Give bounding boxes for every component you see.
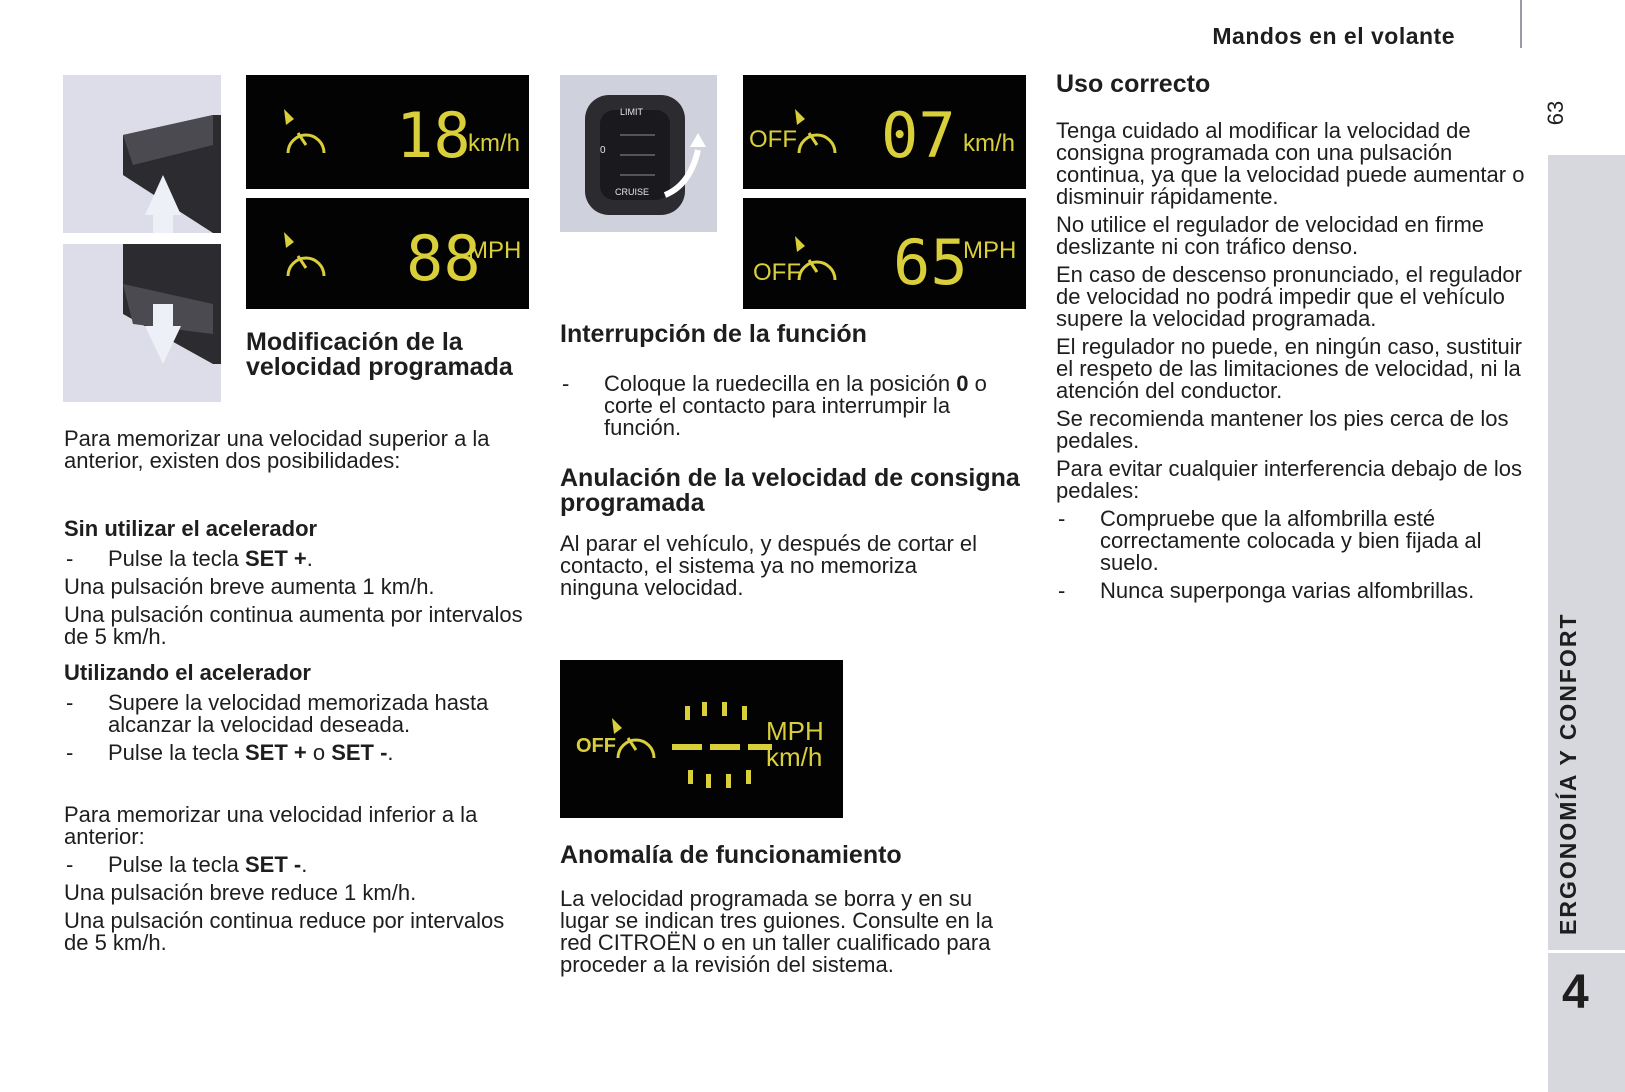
- off-label: OFF: [749, 126, 797, 153]
- list-item: - Supere la velocidad memorizada hasta alcanzar la velocidad deseada.: [66, 690, 489, 737]
- speed-value: 88: [406, 222, 481, 295]
- chapter-label: ERGONOMÍA Y CONFORT: [1555, 612, 1581, 935]
- section-heading-cancel: Anulación de la velocidad de consigna programada: [560, 464, 1020, 517]
- column-1-text: [64, 428, 534, 960]
- off-label: OFF: [753, 259, 801, 286]
- intro-paragraph: Para memorizar una velocidad superior a la anterior, existen dos posibilidades:: [64, 426, 490, 473]
- paragraph: Tenga cuidado al modificar la velocidad de consigna programada con una pulsación continua, ya que la velocidad puede aumentar o disminuir rápidamente.: [1056, 118, 1525, 209]
- paragraph: En caso de descenso pronunciado, el regulador de velocidad no podrá impedir que el vehículo supere la velocidad programada.: [1056, 262, 1522, 331]
- stalk-photo-up: [63, 75, 221, 233]
- section-heading-interrupt: Interrupción de la función: [560, 320, 867, 348]
- unit-top: MPH: [766, 716, 824, 746]
- speed-value: 07: [881, 99, 956, 172]
- stalk-up-illustration: [63, 75, 221, 233]
- paragraph: Para memorizar una velocidad inferior a la anterior:: [64, 802, 478, 849]
- list-item: - Coloque la ruedecilla en la posición 0 o corte el contacto para interrumpir la función.: [562, 371, 987, 440]
- zero-label: 0: [600, 145, 606, 156]
- speed-unit: MPH: [468, 237, 522, 264]
- paragraph: Para evitar cualquier interferencia debajo de los pedales:: [1056, 456, 1522, 503]
- paragraph: Una pulsación breve aumenta 1 km/h.: [64, 574, 435, 599]
- speed-unit: MPH: [963, 237, 1017, 264]
- unit-bottom: km/h: [766, 742, 823, 772]
- display-fault-dashes: [560, 660, 843, 818]
- paragraph: Una pulsación continua reduce por intervalos de 5 km/h.: [64, 908, 505, 955]
- cancel-text: Al parar el vehículo, y después de cortar el contacto, el sistema ya no memoriza ninguna velocidad.: [560, 531, 978, 600]
- blinking-dashes: [672, 702, 772, 788]
- list-item: - Pulse la tecla SET + o SET -.: [66, 740, 394, 765]
- paragraph: No utilice el regulador de velocidad en firme deslizante ni con tráfico denso.: [1056, 212, 1485, 259]
- stalk-photo-down: [63, 244, 221, 402]
- paragraph: Una pulsación continua aumenta por intervalos de 5 km/h.: [64, 602, 523, 649]
- display-speed-kmh: [246, 75, 529, 189]
- section-heading-correct-use: Uso correcto: [1056, 70, 1211, 98]
- speed-value: 18: [396, 99, 471, 172]
- display-off-kmh: [743, 75, 1026, 189]
- column-3-text: [1056, 120, 1526, 608]
- cruise-gauge-icon: [618, 738, 654, 758]
- cruise-gauge-icon: [799, 133, 835, 153]
- off-label: OFF: [576, 735, 616, 757]
- section-heading-fault: Anomalía de funcionamiento: [560, 841, 902, 869]
- list-item: - Pulse la tecla SET -.: [66, 852, 308, 877]
- display-speed-mph: [246, 198, 529, 309]
- speed-unit: km/h: [963, 130, 1016, 157]
- page-number: 63: [1543, 100, 1569, 126]
- limit-label: LIMIT: [620, 107, 644, 117]
- subheading-no-accelerator: Sin utilizar el acelerador: [64, 516, 318, 541]
- header-divider: [1520, 0, 1522, 48]
- stalk-down-illustration: [63, 244, 221, 402]
- interrupt-text: [560, 373, 1020, 445]
- paragraph: El regulador no puede, en ningún caso, sustituir el respeto de las limitaciones de velocidad, ni la atención del conductor.: [1056, 334, 1522, 403]
- subheading-with-accelerator: Utilizando el acelerador: [64, 660, 311, 685]
- paragraph: Se recomienda mantener los pies cerca de los pedales.: [1056, 406, 1509, 453]
- speed-value: 65: [893, 226, 968, 299]
- list-item: - Nunca superponga varias alfombrillas.: [1058, 578, 1475, 603]
- cruise-label: CRUISE: [615, 187, 650, 197]
- running-header: Mandos en el volante: [1212, 23, 1455, 49]
- list-item: - Pulse la tecla SET +.: [66, 546, 313, 571]
- cruise-gauge-icon: [288, 256, 324, 276]
- fault-text: La velocidad programada se borra y en su lugar se indican tres guiones. Consulte en la red CITROËN o en un taller cualificado para proceder a la revisión del sistema.: [560, 886, 993, 977]
- cruise-gauge-icon: [799, 260, 835, 280]
- paragraph: Una pulsación breve reduce 1 km/h.: [64, 880, 417, 905]
- display-off-mph: [743, 198, 1026, 309]
- section-heading-modify-speed: Modificación de la velocidad programada: [246, 328, 513, 381]
- chapter-number: 4: [1562, 966, 1589, 1019]
- chapter-divider: [1548, 950, 1625, 953]
- list-item: - Compruebe que la alfombrilla esté correctamente colocada y bien fijada al suelo.: [1058, 506, 1482, 575]
- cruise-switch-photo: [560, 75, 717, 232]
- cruise-gauge-icon: [288, 133, 324, 153]
- speed-unit: km/h: [468, 130, 521, 157]
